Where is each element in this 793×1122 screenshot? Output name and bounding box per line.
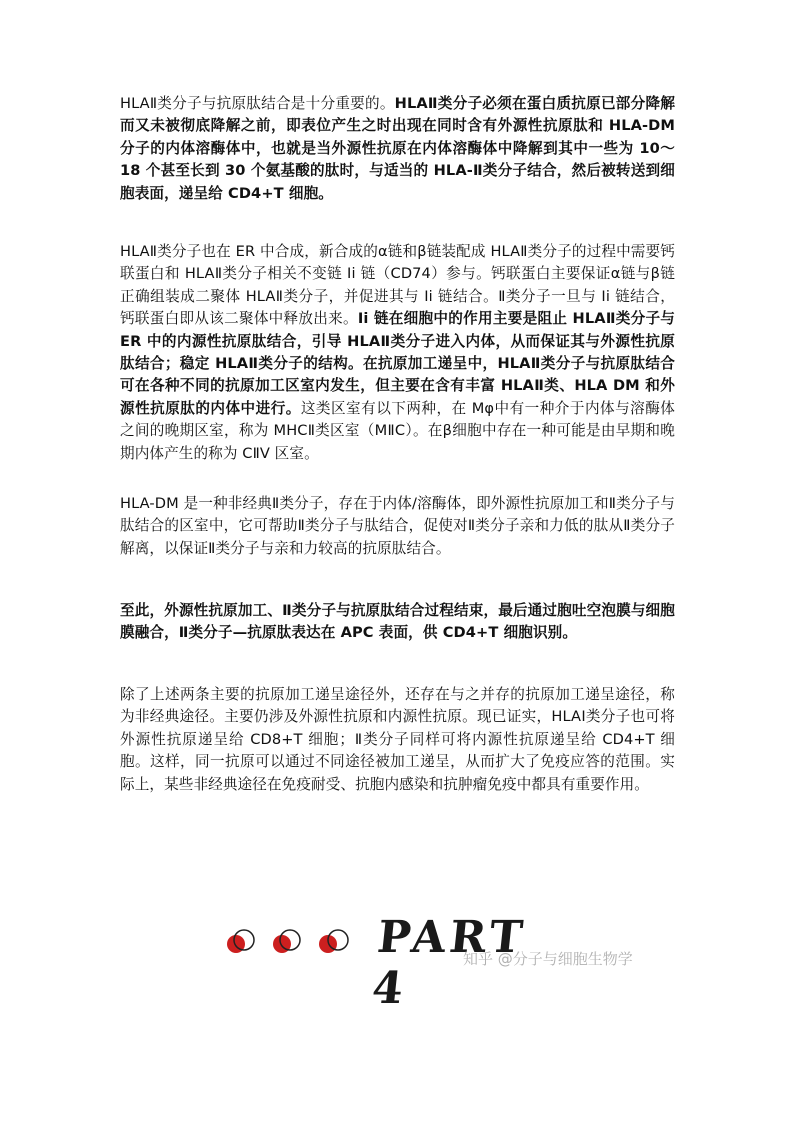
circle-pair-2 xyxy=(273,930,300,953)
paragraph-3 xyxy=(120,493,675,560)
decorative-circles-icon xyxy=(220,922,370,962)
p3-run-0: HLA-DM 是一种非经典Ⅱ类分子，存在于内体/溶酶体，即外源性抗原加工和Ⅱ类分子与肽结合的区室中，它可帮助Ⅱ类分子与肽结合，促使对Ⅱ类分子亲和力低的肽从Ⅱ类分子解离，以保证Ⅱ类分子与亲和力较高的抗原肽结合。 xyxy=(120,495,675,557)
p4-run-0: 至此，外源性抗原加工、Ⅱ类分子与抗原肽结合过程结束，最后通过胞吐空泡膜与细胞膜融合，Ⅱ类分子—抗原肽表达在 APC 表面，供 CD4+T 细胞识别。 xyxy=(120,602,675,642)
circle-pair-3 xyxy=(319,930,348,953)
p2-run-0: HLAⅡ类分子也在 ER 中合成，新合成的α链和β链装配成 HLAⅡ类分子的过程中需要钙联蛋白和 HLAⅡ类分子相关不变链 Ii 链（CD74）参与。钙联蛋白主要保证α链与β链正确组装成二聚体 HLAⅡ类分子，并促进其与 Ii 链结合。Ⅱ类分子一旦与 Ii 链结合，钙联蛋白即从该二聚体中释放出来。 xyxy=(120,243,675,328)
paragraph-4 xyxy=(120,600,675,645)
paragraph-1 xyxy=(120,93,675,205)
paragraph-5 xyxy=(120,684,675,796)
watermark: 知乎 @分子与细胞生物学 xyxy=(463,950,633,968)
p5-run-0: 除了上述两条主要的抗原加工递呈途径外，还存在与之并存的抗原加工递呈途径，称为非经典途径。主要仍涉及外源性抗原和内源性抗原。现已证实，HLAⅠ类分子也可将外源性抗原递呈给 CD8+T 细胞；Ⅱ类分子同样可将内源性抗原递呈给 CD4+T 细胞。这样，同一抗原可以通过不同途径被加工递呈，从而扩大了免疫应答的范围。实际上，某些非经典途径在免疫耐受、抗胞内感染和抗肿瘤免疫中都具有重要作用。 xyxy=(120,686,675,793)
p1-run-0: HLAⅡ类分子与抗原肽结合是十分重要的。 xyxy=(120,95,395,112)
p1-run-1: HLAⅡ类分子必须在蛋白质抗原已部分降解而又未被彻底降解之前，即表位产生之时出现在同时含有外源性抗原肽和 HLA-DM 分子的内体溶酶体中，也就是当外源性抗原在内体溶酶体中降解到其中一些为 10～18 个甚至长到 30 个氨基酸的肽时，与适当的 HLA-Ⅱ类分子结合，然后被转送到细胞表面，递呈给 CD4+T 细胞。 xyxy=(120,95,676,202)
part-label: PART 4 xyxy=(369,912,529,1014)
p2-run-2: 这类区室有以下两种，在 Mφ中有一种介于内体与溶酶体之间的晚期区室，称为 MHCⅡ类区室（MⅡC）。在β细胞中存在一种可能是由早期和晚期内体产生的称为 CⅡV 区室。 xyxy=(120,399,675,462)
paragraph-2 xyxy=(120,241,675,465)
p2-run-1: Ii 链在细胞中的作用主要是阻止 HLAⅡ类分子与 ER 中的内源性抗原肽结合，引导 HLAⅡ类分子进入内体，从而保证其与外源性抗原肽结合；稳定 HLAⅡ类分子的结构。在抗原加工递呈中，HLAⅡ类分子与抗原肽结合可在各种不同的抗原加工区室内发生，但主要在含有丰富 HLAⅡ类、HLA DM 和外源性抗原肽的内体中进行。 xyxy=(120,310,676,417)
circle-pair-1 xyxy=(227,930,254,953)
